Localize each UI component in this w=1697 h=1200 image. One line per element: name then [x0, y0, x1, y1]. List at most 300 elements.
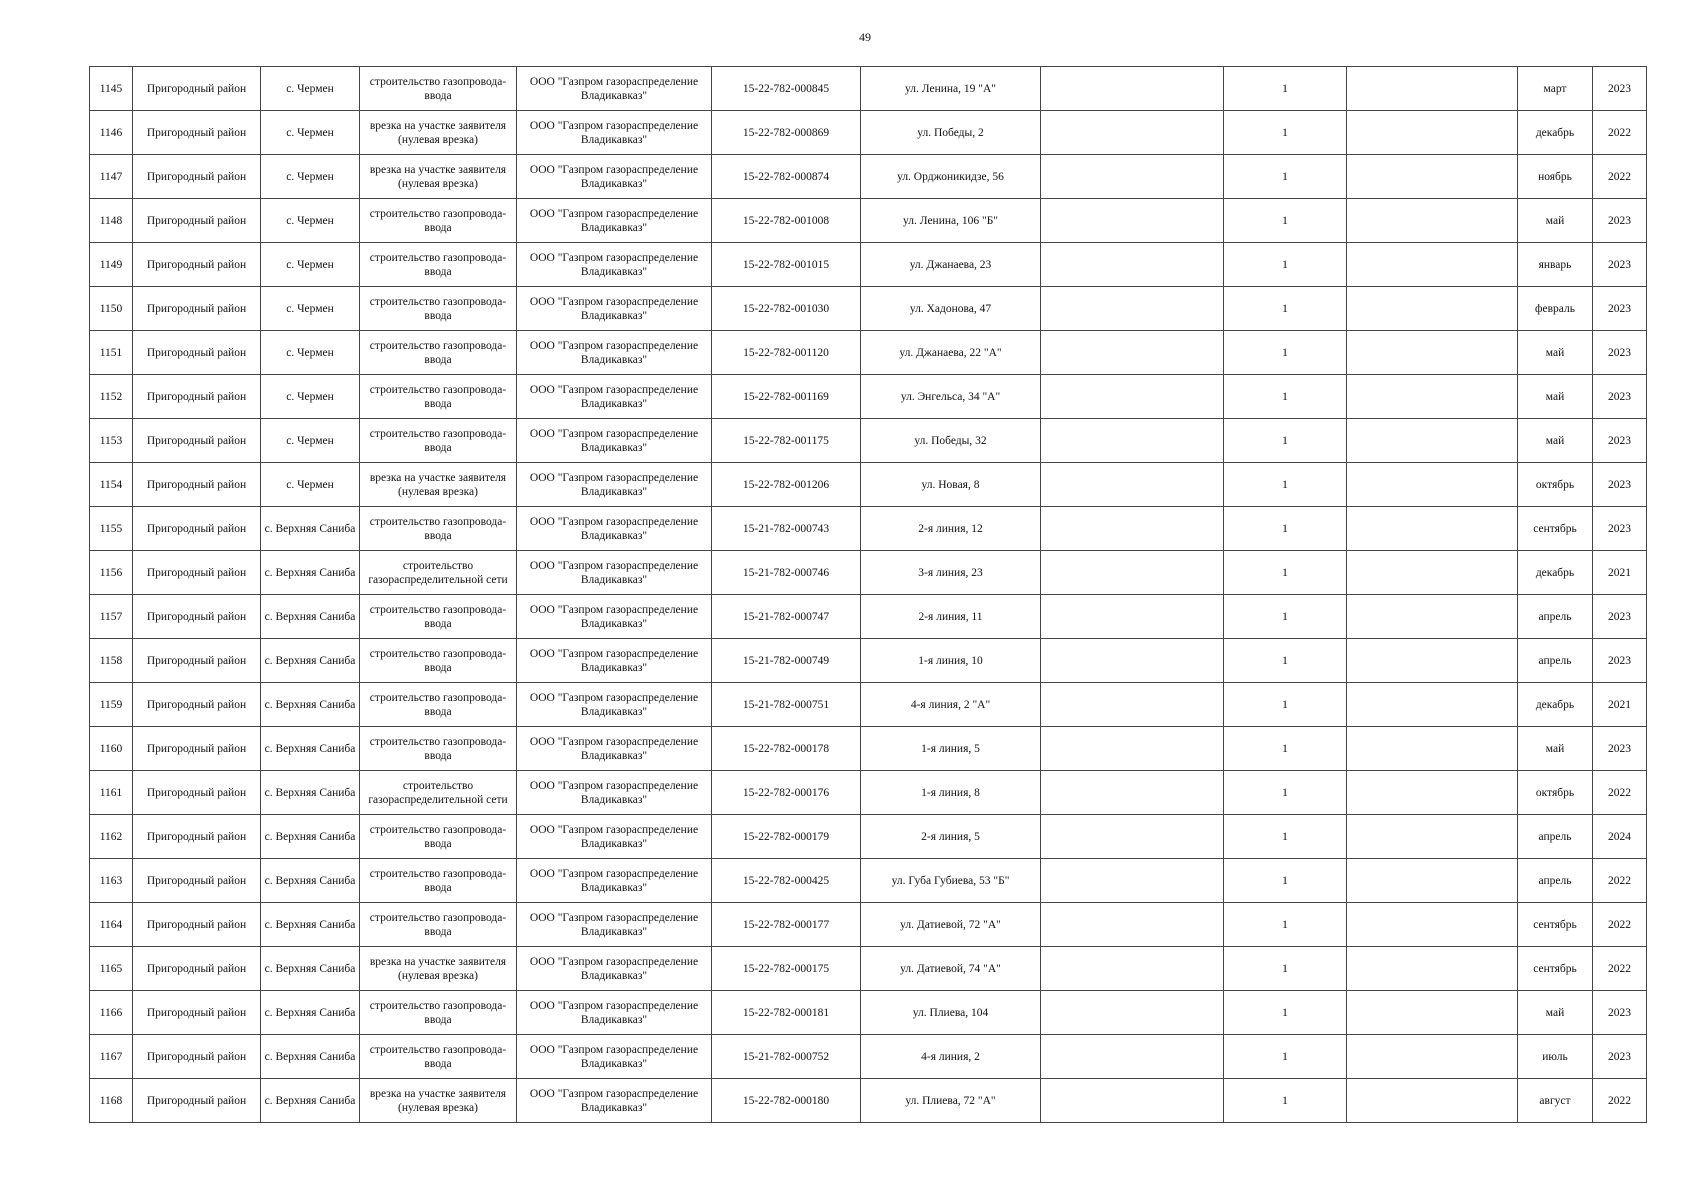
cell-row-number: 1158: [90, 639, 133, 683]
cell-work-type: строительство газораспределительной сети: [360, 551, 517, 595]
cell-settlement: с. Чермен: [261, 375, 360, 419]
cell-settlement: с. Верхняя Саниба: [261, 507, 360, 551]
cell-organization: ООО "Газпром газораспределение Владикавказ": [517, 155, 712, 199]
cell-month: сентябрь: [1518, 507, 1593, 551]
cell-work-type: строительство газопровода-ввода: [360, 507, 517, 551]
cell-month: январь: [1518, 243, 1593, 287]
cell-row-number: 1165: [90, 947, 133, 991]
cell-year: 2021: [1593, 683, 1647, 727]
cell-district: Пригородный район: [133, 859, 261, 903]
cell-organization: ООО "Газпром газораспределение Владикавказ": [517, 375, 712, 419]
cell-settlement: с. Верхняя Саниба: [261, 595, 360, 639]
cell-district: Пригородный район: [133, 155, 261, 199]
registry-table: [89, 66, 1647, 1123]
cell-empty-col10: [1347, 1035, 1518, 1079]
cell-empty-col8: [1041, 771, 1224, 815]
cell-work-type: врезка на участке заявителя (нулевая врезка): [360, 947, 517, 991]
cell-month: октябрь: [1518, 771, 1593, 815]
cell-application-number: 15-22-782-000177: [712, 903, 861, 947]
cell-quantity: 1: [1224, 155, 1347, 199]
cell-quantity: 1: [1224, 903, 1347, 947]
cell-empty-col8: [1041, 551, 1224, 595]
cell-empty-col10: [1347, 199, 1518, 243]
cell-year: 2023: [1593, 287, 1647, 331]
cell-work-type: строительство газопровода-ввода: [360, 727, 517, 771]
cell-settlement: с. Чермен: [261, 331, 360, 375]
cell-year: 2023: [1593, 419, 1647, 463]
cell-address: ул. Новая, 8: [861, 463, 1041, 507]
cell-district: Пригородный район: [133, 595, 261, 639]
cell-empty-col8: [1041, 463, 1224, 507]
cell-address: ул. Победы, 32: [861, 419, 1041, 463]
cell-organization: ООО "Газпром газораспределение Владикавказ": [517, 639, 712, 683]
cell-work-type: строительство газопровода-ввода: [360, 331, 517, 375]
cell-application-number: 15-22-782-000175: [712, 947, 861, 991]
cell-address: ул. Ленина, 19 "А": [861, 67, 1041, 111]
cell-district: Пригородный район: [133, 67, 261, 111]
cell-empty-col8: [1041, 331, 1224, 375]
cell-quantity: 1: [1224, 727, 1347, 771]
cell-year: 2022: [1593, 859, 1647, 903]
cell-organization: ООО "Газпром газораспределение Владикавказ": [517, 903, 712, 947]
cell-organization: ООО "Газпром газораспределение Владикавказ": [517, 67, 712, 111]
cell-year: 2022: [1593, 903, 1647, 947]
cell-work-type: строительство газопровода-ввода: [360, 419, 517, 463]
cell-application-number: 15-22-782-001015: [712, 243, 861, 287]
cell-district: Пригородный район: [133, 903, 261, 947]
cell-application-number: 15-21-782-000752: [712, 1035, 861, 1079]
cell-year: 2023: [1593, 991, 1647, 1035]
cell-application-number: 15-22-782-001008: [712, 199, 861, 243]
cell-settlement: с. Чермен: [261, 111, 360, 155]
cell-work-type: строительство газопровода-ввода: [360, 639, 517, 683]
cell-address: ул. Джанаева, 22 "А": [861, 331, 1041, 375]
cell-application-number: 15-22-782-000874: [712, 155, 861, 199]
cell-year: 2024: [1593, 815, 1647, 859]
cell-work-type: врезка на участке заявителя (нулевая врезка): [360, 155, 517, 199]
cell-row-number: 1147: [90, 155, 133, 199]
cell-year: 2023: [1593, 243, 1647, 287]
cell-empty-col8: [1041, 991, 1224, 1035]
cell-empty-col8: [1041, 1035, 1224, 1079]
cell-row-number: 1151: [90, 331, 133, 375]
table-row: [90, 771, 1647, 815]
cell-settlement: с. Верхняя Саниба: [261, 727, 360, 771]
cell-work-type: строительство газораспределительной сети: [360, 771, 517, 815]
cell-district: Пригородный район: [133, 551, 261, 595]
cell-empty-col10: [1347, 1079, 1518, 1123]
cell-application-number: 15-22-782-000180: [712, 1079, 861, 1123]
cell-organization: ООО "Газпром газораспределение Владикавказ": [517, 595, 712, 639]
cell-empty-col10: [1347, 419, 1518, 463]
cell-year: 2023: [1593, 67, 1647, 111]
cell-empty-col10: [1347, 815, 1518, 859]
cell-empty-col8: [1041, 199, 1224, 243]
cell-row-number: 1168: [90, 1079, 133, 1123]
cell-settlement: с. Чермен: [261, 287, 360, 331]
cell-application-number: 15-22-782-000425: [712, 859, 861, 903]
cell-empty-col10: [1347, 155, 1518, 199]
cell-empty-col8: [1041, 243, 1224, 287]
cell-empty-col8: [1041, 727, 1224, 771]
cell-address: 1-я линия, 8: [861, 771, 1041, 815]
cell-row-number: 1148: [90, 199, 133, 243]
cell-application-number: 15-22-782-001169: [712, 375, 861, 419]
cell-organization: ООО "Газпром газораспределение Владикавказ": [517, 1035, 712, 1079]
cell-quantity: 1: [1224, 419, 1347, 463]
cell-year: 2022: [1593, 111, 1647, 155]
cell-application-number: 15-22-782-001120: [712, 331, 861, 375]
cell-organization: ООО "Газпром газораспределение Владикавказ": [517, 419, 712, 463]
table-row: [90, 375, 1647, 419]
cell-month: апрель: [1518, 639, 1593, 683]
table-row: [90, 903, 1647, 947]
cell-district: Пригородный район: [133, 375, 261, 419]
cell-address: 2-я линия, 5: [861, 815, 1041, 859]
cell-address: ул. Губа Губиева, 53 "Б": [861, 859, 1041, 903]
cell-application-number: 15-21-782-000747: [712, 595, 861, 639]
page-number: 49: [859, 30, 871, 44]
cell-settlement: с. Чермен: [261, 419, 360, 463]
cell-settlement: с. Верхняя Саниба: [261, 1079, 360, 1123]
table-row: [90, 1035, 1647, 1079]
cell-quantity: 1: [1224, 683, 1347, 727]
registry-table-body: [90, 67, 1647, 1123]
table-row: [90, 243, 1647, 287]
cell-settlement: с. Чермен: [261, 67, 360, 111]
cell-work-type: строительство газопровода-ввода: [360, 859, 517, 903]
cell-work-type: строительство газопровода-ввода: [360, 199, 517, 243]
cell-settlement: с. Верхняя Саниба: [261, 551, 360, 595]
cell-settlement: с. Чермен: [261, 199, 360, 243]
cell-address: ул. Датиевой, 74 "А": [861, 947, 1041, 991]
cell-row-number: 1154: [90, 463, 133, 507]
table-row: [90, 155, 1647, 199]
cell-application-number: 15-22-782-001206: [712, 463, 861, 507]
cell-application-number: 15-21-782-000751: [712, 683, 861, 727]
cell-address: ул. Ленина, 106 "Б": [861, 199, 1041, 243]
cell-month: декабрь: [1518, 683, 1593, 727]
cell-month: май: [1518, 419, 1593, 463]
cell-address: ул. Хадонова, 47: [861, 287, 1041, 331]
cell-address: 2-я линия, 11: [861, 595, 1041, 639]
table-row: [90, 991, 1647, 1035]
cell-month: август: [1518, 1079, 1593, 1123]
cell-empty-col10: [1347, 67, 1518, 111]
cell-settlement: с. Чермен: [261, 155, 360, 199]
cell-settlement: с. Верхняя Саниба: [261, 683, 360, 727]
cell-district: Пригородный район: [133, 243, 261, 287]
cell-row-number: 1160: [90, 727, 133, 771]
cell-year: 2022: [1593, 771, 1647, 815]
cell-quantity: 1: [1224, 199, 1347, 243]
cell-quantity: 1: [1224, 991, 1347, 1035]
cell-organization: ООО "Газпром газораспределение Владикавказ": [517, 463, 712, 507]
table-row: [90, 331, 1647, 375]
cell-quantity: 1: [1224, 947, 1347, 991]
table-row: [90, 67, 1647, 111]
cell-application-number: 15-21-782-000743: [712, 507, 861, 551]
cell-row-number: 1153: [90, 419, 133, 463]
cell-district: Пригородный район: [133, 507, 261, 551]
cell-work-type: врезка на участке заявителя (нулевая врезка): [360, 1079, 517, 1123]
cell-empty-col10: [1347, 551, 1518, 595]
cell-empty-col10: [1347, 595, 1518, 639]
cell-settlement: с. Верхняя Саниба: [261, 639, 360, 683]
cell-application-number: 15-22-782-000181: [712, 991, 861, 1035]
cell-work-type: врезка на участке заявителя (нулевая врезка): [360, 463, 517, 507]
cell-year: 2023: [1593, 1035, 1647, 1079]
table-row: [90, 639, 1647, 683]
cell-year: 2021: [1593, 551, 1647, 595]
cell-address: 2-я линия, 12: [861, 507, 1041, 551]
cell-district: Пригородный район: [133, 1035, 261, 1079]
cell-district: Пригородный район: [133, 463, 261, 507]
cell-work-type: врезка на участке заявителя (нулевая врезка): [360, 111, 517, 155]
cell-address: 4-я линия, 2 "А": [861, 683, 1041, 727]
cell-settlement: с. Верхняя Саниба: [261, 1035, 360, 1079]
cell-empty-col10: [1347, 683, 1518, 727]
cell-year: 2023: [1593, 199, 1647, 243]
table-row: [90, 815, 1647, 859]
cell-address: 3-я линия, 23: [861, 551, 1041, 595]
cell-quantity: 1: [1224, 639, 1347, 683]
cell-empty-col8: [1041, 903, 1224, 947]
cell-row-number: 1145: [90, 67, 133, 111]
cell-month: июль: [1518, 1035, 1593, 1079]
cell-month: май: [1518, 199, 1593, 243]
cell-quantity: 1: [1224, 859, 1347, 903]
cell-year: 2023: [1593, 595, 1647, 639]
cell-work-type: строительство газопровода-ввода: [360, 991, 517, 1035]
table-row: [90, 859, 1647, 903]
cell-empty-col10: [1347, 331, 1518, 375]
cell-year: 2023: [1593, 331, 1647, 375]
cell-organization: ООО "Газпром газораспределение Владикавказ": [517, 947, 712, 991]
cell-row-number: 1149: [90, 243, 133, 287]
cell-work-type: строительство газопровода-ввода: [360, 595, 517, 639]
table-row: [90, 463, 1647, 507]
cell-row-number: 1146: [90, 111, 133, 155]
cell-empty-col10: [1347, 903, 1518, 947]
cell-application-number: 15-21-782-000746: [712, 551, 861, 595]
cell-year: 2022: [1593, 155, 1647, 199]
cell-month: декабрь: [1518, 111, 1593, 155]
cell-work-type: строительство газопровода-ввода: [360, 375, 517, 419]
cell-month: сентябрь: [1518, 903, 1593, 947]
cell-settlement: с. Верхняя Саниба: [261, 859, 360, 903]
cell-row-number: 1163: [90, 859, 133, 903]
cell-application-number: 15-21-782-000749: [712, 639, 861, 683]
cell-address: ул. Джанаева, 23: [861, 243, 1041, 287]
cell-district: Пригородный район: [133, 727, 261, 771]
cell-quantity: 1: [1224, 1079, 1347, 1123]
cell-empty-col10: [1347, 507, 1518, 551]
table-row: [90, 551, 1647, 595]
cell-empty-col10: [1347, 375, 1518, 419]
cell-organization: ООО "Газпром газораспределение Владикавказ": [517, 199, 712, 243]
cell-empty-col8: [1041, 947, 1224, 991]
cell-organization: ООО "Газпром газораспределение Владикавказ": [517, 331, 712, 375]
cell-year: 2022: [1593, 1079, 1647, 1123]
cell-month: апрель: [1518, 595, 1593, 639]
cell-row-number: 1164: [90, 903, 133, 947]
cell-address: 4-я линия, 2: [861, 1035, 1041, 1079]
cell-address: ул. Энгельса, 34 "А": [861, 375, 1041, 419]
cell-empty-col8: [1041, 419, 1224, 463]
cell-month: май: [1518, 331, 1593, 375]
cell-row-number: 1152: [90, 375, 133, 419]
cell-work-type: строительство газопровода-ввода: [360, 815, 517, 859]
table-row: [90, 507, 1647, 551]
cell-empty-col8: [1041, 287, 1224, 331]
cell-year: 2023: [1593, 507, 1647, 551]
cell-empty-col8: [1041, 155, 1224, 199]
cell-empty-col10: [1347, 463, 1518, 507]
table-row: [90, 947, 1647, 991]
cell-year: 2023: [1593, 375, 1647, 419]
cell-application-number: 15-22-782-001175: [712, 419, 861, 463]
table-row: [90, 199, 1647, 243]
cell-year: 2023: [1593, 463, 1647, 507]
cell-work-type: строительство газопровода-ввода: [360, 243, 517, 287]
cell-row-number: 1161: [90, 771, 133, 815]
cell-row-number: 1150: [90, 287, 133, 331]
cell-settlement: с. Верхняя Саниба: [261, 771, 360, 815]
cell-organization: ООО "Газпром газораспределение Владикавказ": [517, 859, 712, 903]
cell-quantity: 1: [1224, 595, 1347, 639]
cell-district: Пригородный район: [133, 947, 261, 991]
cell-address: ул. Победы, 2: [861, 111, 1041, 155]
cell-application-number: 15-22-782-000869: [712, 111, 861, 155]
cell-quantity: 1: [1224, 243, 1347, 287]
cell-quantity: 1: [1224, 111, 1347, 155]
table-row: [90, 419, 1647, 463]
cell-settlement: с. Верхняя Саниба: [261, 947, 360, 991]
cell-district: Пригородный район: [133, 683, 261, 727]
cell-empty-col10: [1347, 947, 1518, 991]
cell-organization: ООО "Газпром газораспределение Владикавказ": [517, 815, 712, 859]
cell-quantity: 1: [1224, 331, 1347, 375]
cell-organization: ООО "Газпром газораспределение Владикавказ": [517, 287, 712, 331]
cell-application-number: 15-22-782-000176: [712, 771, 861, 815]
cell-district: Пригородный район: [133, 771, 261, 815]
cell-month: апрель: [1518, 859, 1593, 903]
cell-quantity: 1: [1224, 287, 1347, 331]
cell-empty-col10: [1347, 727, 1518, 771]
cell-district: Пригородный район: [133, 1079, 261, 1123]
cell-work-type: строительство газопровода-ввода: [360, 903, 517, 947]
cell-application-number: 15-22-782-000845: [712, 67, 861, 111]
cell-month: апрель: [1518, 815, 1593, 859]
cell-empty-col8: [1041, 815, 1224, 859]
cell-application-number: 15-22-782-000178: [712, 727, 861, 771]
cell-address: ул. Плиева, 72 "А": [861, 1079, 1041, 1123]
cell-empty-col8: [1041, 1079, 1224, 1123]
cell-district: Пригородный район: [133, 815, 261, 859]
table-row: [90, 595, 1647, 639]
cell-empty-col8: [1041, 639, 1224, 683]
table-row: [90, 287, 1647, 331]
cell-quantity: 1: [1224, 67, 1347, 111]
cell-month: май: [1518, 375, 1593, 419]
table-row: [90, 1079, 1647, 1123]
cell-row-number: 1166: [90, 991, 133, 1035]
cell-empty-col8: [1041, 683, 1224, 727]
cell-work-type: строительство газопровода-ввода: [360, 287, 517, 331]
cell-address: 1-я линия, 10: [861, 639, 1041, 683]
cell-settlement: с. Верхняя Саниба: [261, 815, 360, 859]
cell-month: сентябрь: [1518, 947, 1593, 991]
cell-empty-col8: [1041, 67, 1224, 111]
cell-quantity: 1: [1224, 375, 1347, 419]
cell-settlement: с. Чермен: [261, 463, 360, 507]
cell-settlement: с. Верхняя Саниба: [261, 903, 360, 947]
cell-empty-col8: [1041, 595, 1224, 639]
cell-work-type: строительство газопровода-ввода: [360, 1035, 517, 1079]
cell-month: февраль: [1518, 287, 1593, 331]
cell-district: Пригородный район: [133, 111, 261, 155]
cell-month: ноябрь: [1518, 155, 1593, 199]
cell-organization: ООО "Газпром газораспределение Владикавказ": [517, 551, 712, 595]
cell-settlement: с. Верхняя Саниба: [261, 991, 360, 1035]
cell-quantity: 1: [1224, 463, 1347, 507]
cell-empty-col10: [1347, 111, 1518, 155]
cell-application-number: 15-22-782-000179: [712, 815, 861, 859]
cell-organization: ООО "Газпром газораспределение Владикавказ": [517, 1079, 712, 1123]
cell-year: 2022: [1593, 947, 1647, 991]
cell-empty-col10: [1347, 771, 1518, 815]
cell-address: 1-я линия, 5: [861, 727, 1041, 771]
cell-empty-col10: [1347, 243, 1518, 287]
cell-empty-col10: [1347, 991, 1518, 1035]
cell-organization: ООО "Газпром газораспределение Владикавказ": [517, 683, 712, 727]
cell-empty-col8: [1041, 507, 1224, 551]
cell-address: ул. Датиевой, 72 "А": [861, 903, 1041, 947]
cell-row-number: 1155: [90, 507, 133, 551]
cell-organization: ООО "Газпром газораспределение Владикавказ": [517, 771, 712, 815]
table-row: [90, 111, 1647, 155]
cell-row-number: 1157: [90, 595, 133, 639]
table-row: [90, 683, 1647, 727]
cell-settlement: с. Чермен: [261, 243, 360, 287]
cell-organization: ООО "Газпром газораспределение Владикавказ": [517, 991, 712, 1035]
cell-organization: ООО "Газпром газораспределение Владикавказ": [517, 111, 712, 155]
cell-district: Пригородный район: [133, 287, 261, 331]
cell-month: март: [1518, 67, 1593, 111]
cell-organization: ООО "Газпром газораспределение Владикавказ": [517, 727, 712, 771]
cell-row-number: 1162: [90, 815, 133, 859]
cell-row-number: 1159: [90, 683, 133, 727]
cell-work-type: строительство газопровода-ввода: [360, 67, 517, 111]
cell-year: 2023: [1593, 639, 1647, 683]
cell-quantity: 1: [1224, 1035, 1347, 1079]
cell-quantity: 1: [1224, 815, 1347, 859]
cell-month: май: [1518, 991, 1593, 1035]
cell-quantity: 1: [1224, 507, 1347, 551]
cell-year: 2023: [1593, 727, 1647, 771]
cell-empty-col8: [1041, 375, 1224, 419]
cell-quantity: 1: [1224, 771, 1347, 815]
cell-empty-col8: [1041, 111, 1224, 155]
cell-month: декабрь: [1518, 551, 1593, 595]
cell-organization: ООО "Газпром газораспределение Владикавказ": [517, 507, 712, 551]
cell-month: октябрь: [1518, 463, 1593, 507]
cell-district: Пригородный район: [133, 199, 261, 243]
cell-district: Пригородный район: [133, 991, 261, 1035]
cell-district: Пригородный район: [133, 331, 261, 375]
cell-empty-col8: [1041, 859, 1224, 903]
